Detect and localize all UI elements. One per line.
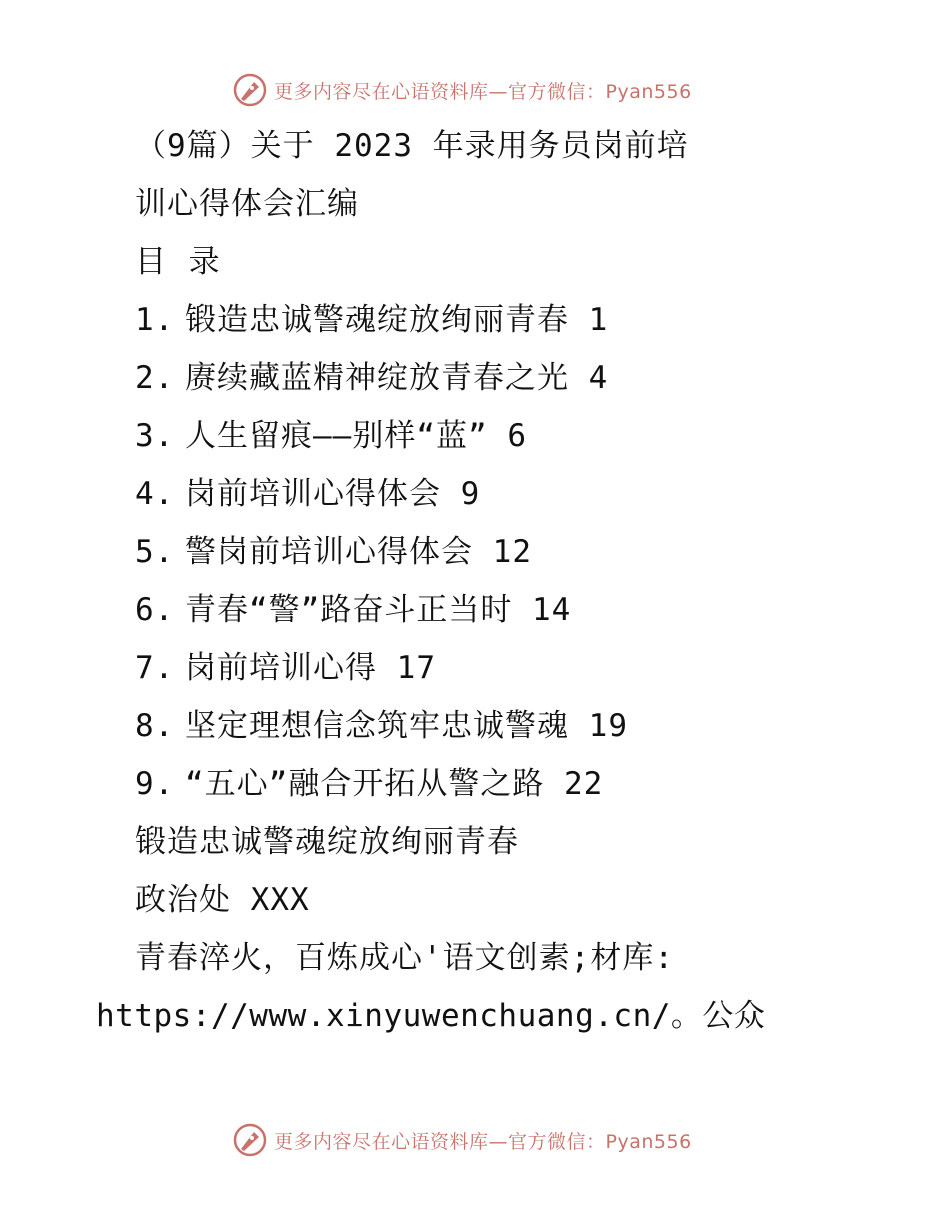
toc-item-number: 7. <box>135 650 175 686</box>
toc-item-text: 锻造忠诚警魂绽放绚丽青春 1 <box>185 302 609 338</box>
toc-item <box>135 648 436 688</box>
toc-heading: 目 录 <box>135 244 222 280</box>
toc-item-text: 青春“警”路奋斗正当时 14 <box>185 592 572 628</box>
toc-item <box>135 590 571 630</box>
toc-item <box>135 474 480 514</box>
toc-item-text: “五心”融合开拓从警之路 22 <box>185 766 604 802</box>
toc-item <box>135 416 527 456</box>
footer-watermark <box>232 1120 692 1160</box>
toc-item <box>135 706 628 746</box>
toc-item-number: 1. <box>135 302 175 338</box>
toc-item-text: 警岗前培训心得体会 12 <box>185 534 532 570</box>
toc-item-text: 岗前培训心得体会 9 <box>185 476 481 512</box>
document-title-line-1: （9篇）关于 2023 年录用务员岗前培 <box>135 128 689 164</box>
toc-item-number: 2. <box>135 360 175 396</box>
section-title: 锻造忠诚警魂绽放绚丽青春 <box>135 824 519 860</box>
toc-item-number: 5. <box>135 534 175 570</box>
toc-item-text: 岗前培训心得 17 <box>185 650 436 686</box>
pen-nib-logo-icon <box>232 72 268 108</box>
header-watermark <box>232 70 692 110</box>
toc-item <box>135 532 532 572</box>
toc-item-number: 4. <box>135 476 175 512</box>
author-line: 政治处 XXX <box>135 882 310 918</box>
toc-item <box>135 358 608 398</box>
toc-item-number: 6. <box>135 592 175 628</box>
watermark-text: 更多内容尽在心语资料库—官方微信：Pyan556 <box>274 1130 692 1153</box>
toc-item-text: 坚定理想信念筑牢忠诚警魂 19 <box>185 708 628 744</box>
toc-item-number: 3. <box>135 418 175 454</box>
toc-item <box>135 764 603 804</box>
pen-nib-logo-icon <box>232 1122 268 1158</box>
toc-item-text: 赓续藏蓝精神绽放青春之光 4 <box>185 360 609 396</box>
toc-item <box>135 300 608 340</box>
watermark-text: 更多内容尽在心语资料库—官方微信：Pyan556 <box>274 80 692 103</box>
document-title-line-2: 训心得体会汇编 <box>135 186 359 222</box>
body-url-line: https://www.xinyuwenchuang.cn/。公众 <box>96 998 766 1034</box>
body-paragraph-line: 青春淬火，百炼成心'语文创素;材库: <box>135 940 674 976</box>
toc-item-number: 9. <box>135 766 175 802</box>
toc-item-number: 8. <box>135 708 175 744</box>
toc-item-text: 人生留痕——别样“蓝” 6 <box>185 418 527 454</box>
